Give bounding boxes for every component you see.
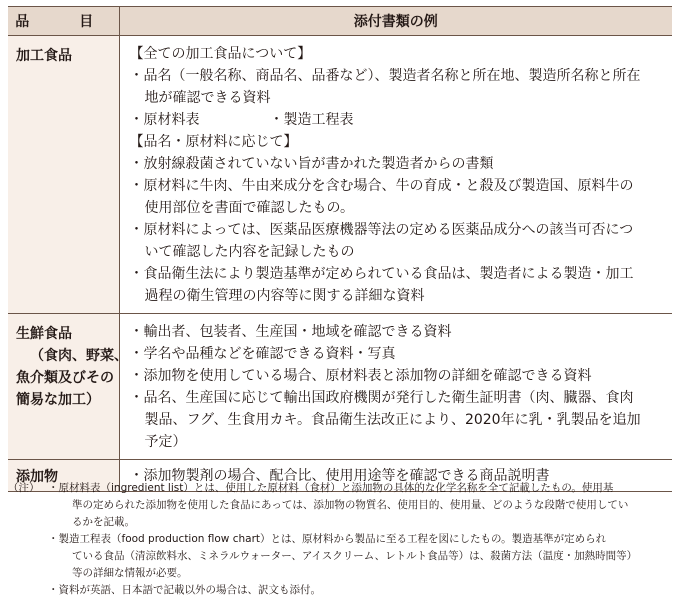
- documents-cell: [119, 314, 672, 460]
- note-line: ・製造工程表（food production flow chart）とは、原材料から製品に至る工程を図にしたもの。製造基準が定められ: [48, 533, 607, 545]
- header-documents: 添付書類の例: [119, 7, 672, 36]
- doc-item-flow-chart: ・製造工程表: [269, 112, 354, 128]
- category-label: 添加物: [16, 469, 58, 485]
- note-text: ・原材料表（ingredient list）とは、使用した原材料（食材）と添加物の具体的な化学名称を全て記載したもの。使用基: [48, 482, 614, 494]
- doc-line: ・原材料によっては、医薬品医療機器等法の定める医薬品成分への該当可否につ: [129, 222, 634, 238]
- doc-line: 地が確認できる資料: [144, 90, 271, 106]
- category-label: 加工食品: [16, 48, 72, 64]
- category-label: 魚介類及びその: [16, 370, 114, 386]
- doc-line: ・原材料に牛肉、牛由来成分を含む場合、牛の育成・と殺及び製造国、原料牛の: [129, 178, 634, 194]
- category-label: 簡易な加工）: [16, 392, 100, 408]
- table-notes: [8, 480, 672, 599]
- doc-line: ・品名（一般名称、商品名、品番など）、製造者名称と所在地、製造所名称と所在: [129, 68, 641, 84]
- doc-line: ・学名や品種などを確認できる資料・写真: [129, 346, 396, 362]
- attachment-documents-table: [8, 6, 672, 492]
- doc-line: ・添加物を使用している場合、原材料表と添加物の詳細を確認できる資料: [129, 368, 592, 384]
- note-label: （注）: [8, 482, 40, 494]
- doc-line: ・添加物製剤の場合、配合比、使用用途等を確認できる商品説明書: [129, 468, 550, 484]
- category-label: 生鮮食品: [16, 326, 72, 342]
- category-cell: [8, 36, 119, 314]
- note-line: ている食品（清涼飲料水、ミネラルウォーター、アイスクリーム、レトルト食品等）は、殺菌方法（温度・加熱時間等）: [72, 550, 638, 562]
- doc-line: 過程の衛生管理の内容等に関する詳細な資料: [144, 288, 425, 304]
- doc-line: ・放射線殺菌されていない旨が書かれた製造者からの書類: [129, 156, 494, 172]
- note-line: ・資料が英語、日本語で記載以外の場合は、訳文も添付。: [48, 584, 321, 596]
- doc-line: 予定）: [144, 434, 187, 450]
- documents-cell: [119, 36, 672, 314]
- category-cell: [8, 314, 128, 460]
- table-header-row: [8, 7, 672, 36]
- attachment-table-container: [8, 6, 672, 492]
- doc-line: 使用部位を書面で確認したもの。: [144, 200, 354, 216]
- note-line: るかを記載。: [72, 516, 135, 528]
- doc-line: 【品名・原材料に応じて】: [129, 134, 298, 150]
- doc-item-ingredient-list: ・原材料表: [129, 112, 200, 128]
- doc-line: 【全ての加工食品について】: [129, 46, 312, 62]
- note-line: [8, 480, 672, 497]
- table-row-fresh-food: [8, 314, 672, 460]
- doc-line: 製品、フグ、生食用カキ。食品衛生法改正により、2020年に乳・乳製品を追加: [144, 412, 641, 428]
- doc-line: いて確認した内容を記録したもの: [144, 244, 355, 260]
- doc-line: ・品名、生産国に応じて輸出国政府機関が発行した衛生証明書（肉、臓器、食肉: [129, 390, 634, 406]
- table-row-processed-food: [8, 36, 672, 314]
- note-line: 準の定められた添加物を使用した食品にあっては、添加物の物質名、使用目的、使用量、どのような段階で使用してい: [72, 499, 629, 511]
- doc-line-pair: [130, 109, 669, 131]
- header-item: 品 目: [8, 7, 119, 36]
- doc-line: ・輸出者、包装者、生産国・地域を確認できる資料: [129, 324, 452, 340]
- doc-line: ・食品衛生法により製造基準が定められている食品は、製造者による製造・加工: [129, 266, 634, 282]
- note-line: 等の詳細な情報が必要。: [72, 567, 188, 579]
- category-label: （食肉、野菜、: [30, 348, 128, 364]
